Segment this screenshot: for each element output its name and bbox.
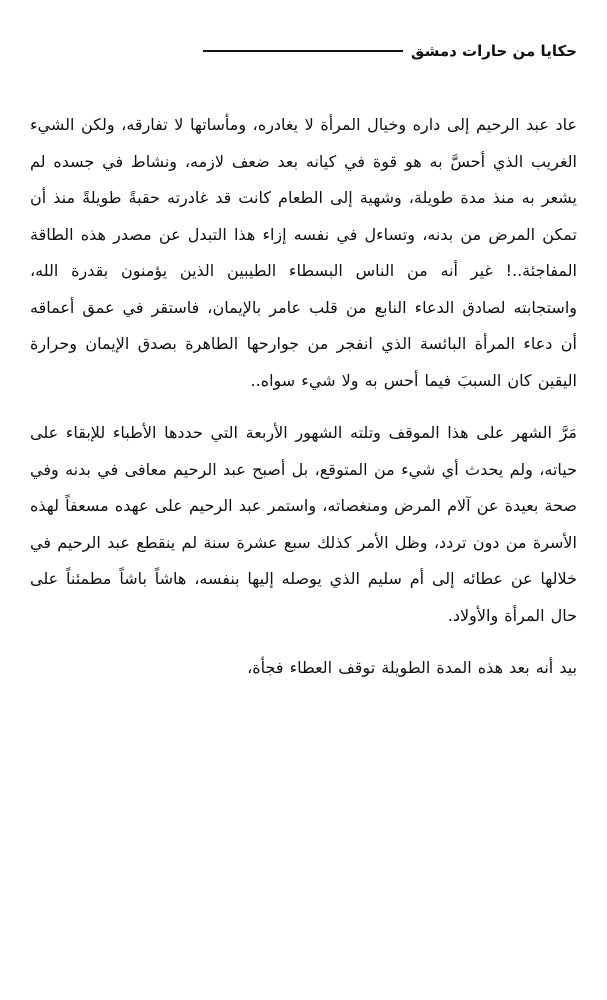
body-text xyxy=(30,107,577,687)
paragraph-2: مَرَّ الشهر على هذا الموقف وتلته الشهور الأربعة التي حددها الأطباء للإبقاء على حياته، ولم يحدث أي شيء من المتوقع، بل أصبح عبد الرحيم معافى في بدنه وفي صحة بعيدة عن آلام المرض ومنغصاته، واستمر عبد الرحيم على عهده مسعفاً لهذه الأسرة من دون تردد، وظل الأمر كذلك سبع عشرة سنة لم ينقطع عبد الرحيم في خلالها عن عطائه إلى أم سليم الذي يوصله إليها بنفسه، هاشاً باشاً مطمئناً على حال المرأة والأولاد. xyxy=(30,423,577,625)
running-head xyxy=(203,40,577,62)
paragraph-3: بيد أنه بعد هذه المدة الطويلة توقف العطاء فجأة، xyxy=(247,658,577,677)
running-head-rule xyxy=(203,50,403,52)
paragraph-1: عاد عبد الرحيم إلى داره وخيال المرأة لا يغادره، ومأساتها لا تفارقه، ولكن الشيء الغريب الذي أحسَّ به هو قوة في كيانه بعد ضعف لازمه، ونشاط في جسده لم يشعر به منذ مدة طويلة، وشهية إلى الطعام كانت قد غادرته حقبةً طويلةً منذ أن تمكن المرض من بدنه، وتساءل في نفسه إزاء هذا التبدل عن مصدر هذه الطاقة المفاجئة..! غير أنه من الناس البسطاء الطيبين الذين يؤمنون بقدرة الله، واستجابته لصادق الدعاء النابع من قلب عامر بالإيمان، فاستقر في عمق أعماقه أن دعاء المرأة البائسة الذي انفجر من جوارحها الطاهرة بصدق الإيمان وحرارة اليقين كان السببَ فيما أحس به ولا شيء سواه.. xyxy=(30,115,577,390)
running-head-title: حكايا من حارات دمشق xyxy=(411,42,577,60)
